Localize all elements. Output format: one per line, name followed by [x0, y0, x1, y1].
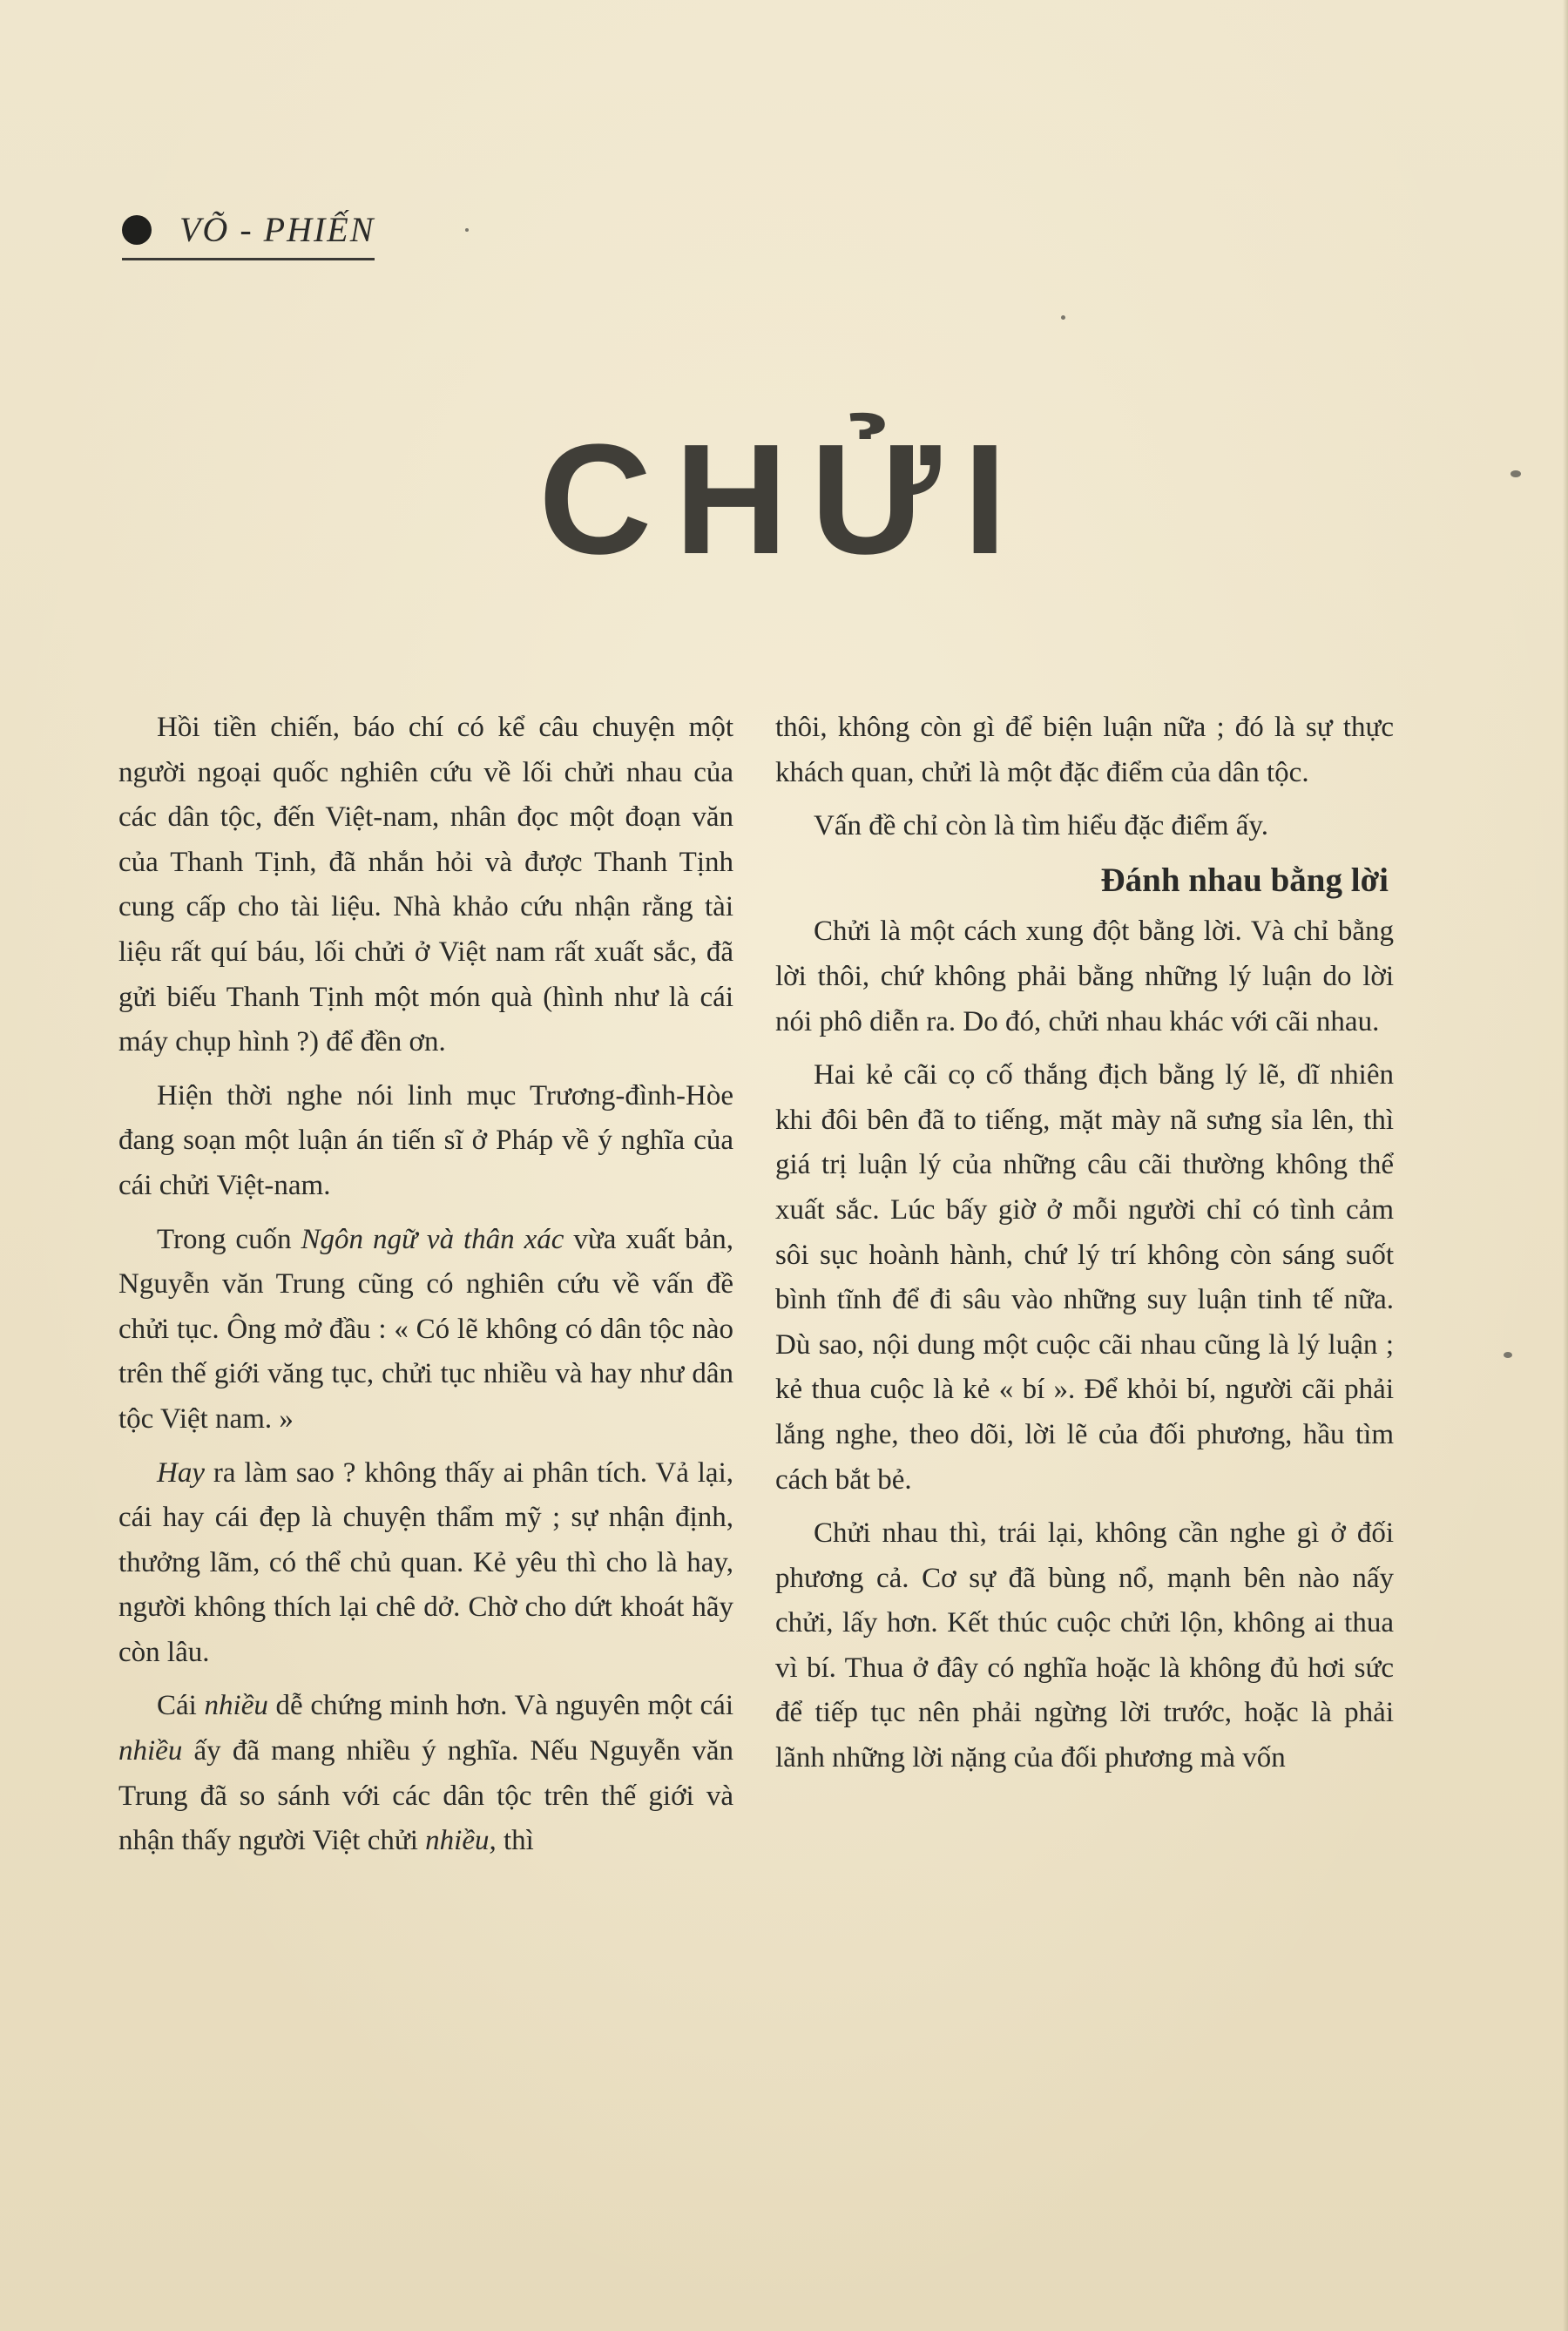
- text-run: thì: [496, 1825, 534, 1857]
- article-title: CHỬI: [538, 412, 1030, 587]
- text-run: dễ chứng minh hơn. Và nguyên một cái: [267, 1690, 734, 1722]
- right-column: [775, 706, 1394, 1790]
- author-name: VÕ - PHIẾN: [179, 210, 375, 249]
- emphasis: nhiều: [118, 1735, 183, 1767]
- paragraph: Chửi nhau thì, trái lại, không cần nghe gì ở đối phương cả. Cơ sự đã bùng nổ, mạnh bên nào nấy chửi, lấy hơn. Kết thúc cuộc chửi lộn, không ai thua vì bí. Thua ở đây có nghĩa hoặc là không đủ hơi sức để tiếp tục nên phải ngừng lời trước, hoặc là phải lãnh những lời nặng của đối phương mà vốn: [775, 1517, 1394, 1774]
- paper-speck: [1511, 470, 1521, 477]
- paragraph: Chửi là một cách xung đột bằng lời. Và chỉ bằng lời thôi, chứ không phải bằng những lý luận do lời nói phô diễn ra. Do đó, chửi nhau khác với cãi nhau.: [775, 916, 1394, 1037]
- paragraph: Vấn đề chỉ còn là tìm hiểu đặc điểm ấy.: [814, 810, 1269, 842]
- text-run: ra làm sao ? không thấy ai phân tích. Vả lại, cái hay cái đẹp là chuyện thẩm mỹ ; sự nhận định, thưởng lãm, có thể chủ quan. Kẻ yêu thì cho là hay, người không thích lại chê dở. Chờ cho dứt khoát hãy còn lâu.: [118, 1456, 733, 1668]
- paragraph: [118, 1451, 733, 1676]
- text-run: Cái: [157, 1690, 205, 1722]
- paragraph: [118, 1218, 733, 1443]
- page-edge: [1563, 0, 1568, 2331]
- bullet-icon: [122, 215, 152, 245]
- left-column: [118, 706, 733, 1873]
- author-header: [122, 209, 375, 250]
- text-run: Trong cuốn: [157, 1223, 301, 1255]
- emphasis: nhiều,: [425, 1825, 497, 1857]
- paragraph: thôi, không còn gì để biện luận nữa ; đó là sự thực khách quan, chửi là một đặc điểm của dân tộc.: [775, 712, 1394, 788]
- paper-speck: [1504, 1352, 1512, 1358]
- emphasis: nhiều: [204, 1690, 268, 1722]
- book-title: Ngôn ngữ và thân xác: [301, 1223, 564, 1255]
- paragraph: Hai kẻ cãi cọ cố thắng địch bằng lý lẽ, dĩ nhiên khi đôi bên đã to tiếng, mặt mày nã sưng sỉa lên, thì giá trị luận lý của những câu cãi thường không thể xuất sắc. Lúc bấy giờ ở mỗi người chỉ có tình cảm sôi sục hoành hành, chứ lý trí không còn sáng suốt bình tĩnh để đi sâu vào những suy luận tinh tế nữa. Dù sao, nội dung một cuộc cãi nhau cũng là lý luận ; kẻ thua cuộc là kẻ « bí ». Để khỏi bí, người cãi phải lắng nghe, theo dõi, lời lẽ của đối phương, hầu tìm cách bắt bẻ.: [775, 1059, 1394, 1496]
- text-run: vừa xuất bản, Nguyễn văn Trung cũng có nghiên cứu về vấn đề chửi tục. Ông mở đầu : « Có lẽ không có dân tộc nào trên thế giới văng tục, chửi tục nhiều và hay như dân tộc Việt nam. »: [118, 1223, 733, 1435]
- paragraph: Hồi tiền chiến, báo chí có kể câu chuyện một người ngoại quốc nghiên cứu về lối chửi nhau của các dân tộc, đến Việt-nam, nhân đọc một đoạn văn của Thanh Tịnh, đã nhắn hỏi và được Thanh Tịnh cung cấp cho tài liệu. Nhà khảo cứu nhận rằng tài liệu rất quí báu, lối chửi ở Việt nam rất xuất sắc, đã gửi biếu Thanh Tịnh một món quà (hình như là cái máy chụp hình ?) để đền ơn.: [118, 712, 733, 1058]
- text-run: ấy đã mang nhiều ý nghĩa. Nếu Nguyễn văn Trung đã so sánh với các dân tộc trên thế giới và nhận thấy người Việt chửi: [118, 1735, 733, 1857]
- paragraph: Hiện thời nghe nói linh mục Trương-đình-Hòe đang soạn một luận án tiến sĩ ở Pháp về ý nghĩa của cái chửi Việt-nam.: [118, 1079, 733, 1201]
- section-heading: Đánh nhau bằng lời: [1100, 861, 1389, 899]
- header-underline: [122, 258, 375, 260]
- paper-speck: [1061, 315, 1065, 320]
- paragraph: [118, 1684, 733, 1863]
- emphasis: Hay: [157, 1456, 205, 1489]
- paper-speck: [465, 228, 469, 232]
